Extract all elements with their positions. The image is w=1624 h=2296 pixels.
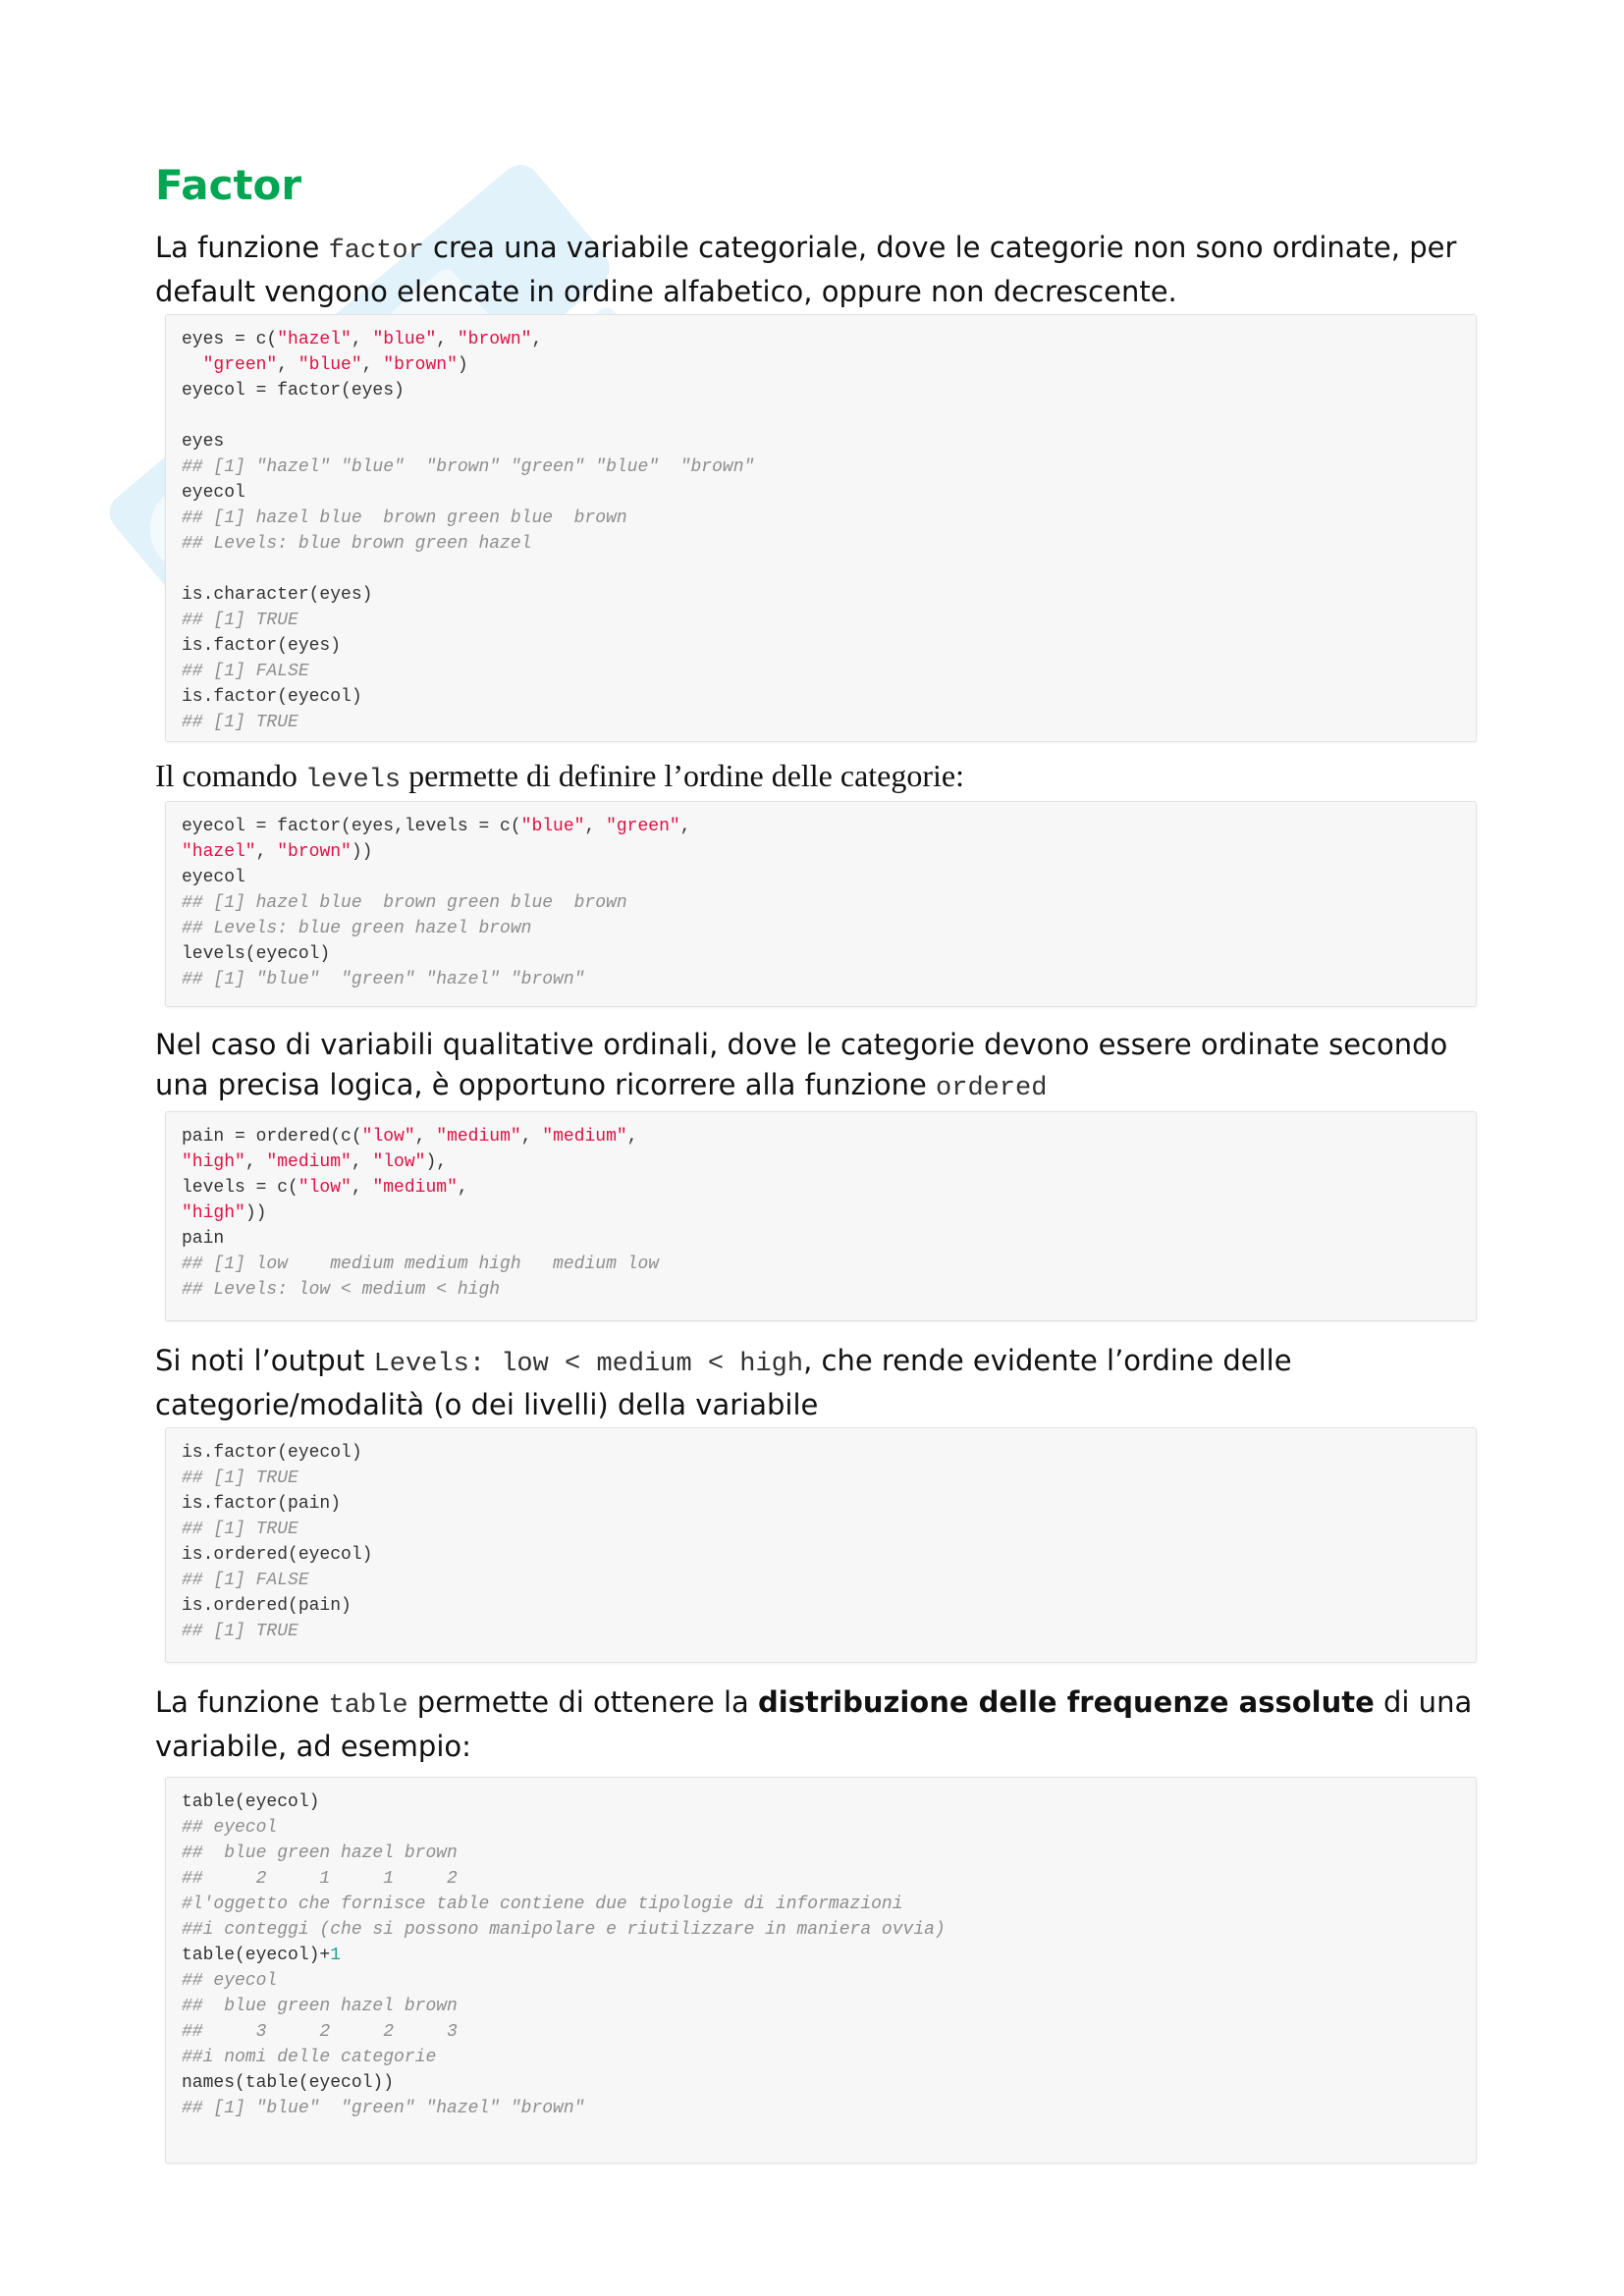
code-comment: ## [1] FALSE xyxy=(182,1571,309,1590)
code-token: eyecol xyxy=(182,483,245,503)
code-line xyxy=(182,1994,1460,2019)
code-line xyxy=(182,1175,1460,1201)
code-line xyxy=(182,1226,1460,1252)
code-token: , xyxy=(351,1178,373,1198)
code-comment: ##i conteggi (che si possono manipolare e riutilizzare in maniera ovvia) xyxy=(182,1920,946,1940)
p2-text: Il comando xyxy=(155,758,305,793)
code-string: "low" xyxy=(372,1152,426,1172)
code-token: , xyxy=(361,355,384,375)
code-token: ), xyxy=(425,1152,448,1172)
code-token: eyecol xyxy=(182,868,245,887)
code-token: table(eyecol) xyxy=(182,1792,320,1812)
code-3 xyxy=(182,1124,1460,1303)
code-line xyxy=(182,1517,1460,1542)
code-line xyxy=(182,1201,1460,1226)
code-string: "green" xyxy=(202,355,278,375)
code-line xyxy=(182,684,1460,710)
code-number: 1 xyxy=(330,1946,342,1965)
code-token: , xyxy=(351,1152,373,1172)
code-block-1 xyxy=(165,314,1477,742)
paragraph-factor xyxy=(155,228,1490,312)
code-token: is.character(eyes) xyxy=(182,585,373,605)
inline-code-ordered: ordered xyxy=(936,1074,1048,1103)
code-line xyxy=(182,1124,1460,1149)
code-line xyxy=(182,2019,1460,2045)
code-line xyxy=(182,378,1460,403)
code-comment: ## blue green hazel brown xyxy=(182,1997,458,2016)
code-line xyxy=(182,1466,1460,1491)
code-line xyxy=(182,352,1460,378)
p4-text-post: , che rende evidente l’ordine delle categorie/modalità (o dei livelli) della variabile xyxy=(155,1344,1292,1421)
code-line xyxy=(182,2045,1460,2070)
p4-text: Si noti l’output xyxy=(155,1344,374,1377)
code-comment: ## [1] TRUE xyxy=(182,1468,298,1488)
code-line xyxy=(182,1917,1460,1943)
code-line xyxy=(182,327,1460,352)
code-line xyxy=(182,1841,1460,1866)
code-token: , xyxy=(626,1127,638,1147)
p2-text-post: permette di definire l’ordine delle categorie: xyxy=(401,758,965,793)
code-5 xyxy=(182,1789,1460,2121)
code-1 xyxy=(182,327,1460,735)
code-line xyxy=(182,1619,1460,1644)
code-token: , xyxy=(679,817,691,836)
code-comment: ## [1] TRUE xyxy=(182,611,298,630)
code-line xyxy=(182,403,1460,429)
code-token: eyecol = factor(eyes) xyxy=(182,381,405,400)
code-token: )) xyxy=(244,1203,267,1223)
p5-bold: distribuzione delle frequenze assolute xyxy=(758,1685,1375,1719)
code-comment: ## [1] "hazel" "blue" "brown" "green" "blue" "brown" xyxy=(182,457,755,477)
code-comment: ## blue green hazel brown xyxy=(182,1843,458,1863)
code-comment: ## [1] hazel blue brown green blue brown xyxy=(182,508,627,528)
code-line xyxy=(182,890,1460,916)
code-comment: ## [1] TRUE xyxy=(182,1520,298,1539)
code-string: "high" xyxy=(182,1152,245,1172)
code-line xyxy=(182,429,1460,454)
code-token: is.factor(eyecol) xyxy=(182,1443,362,1463)
code-comment: ## [1] "blue" "green" "hazel" "brown" xyxy=(182,970,585,989)
code-token: names(table(eyecol)) xyxy=(182,2073,395,2093)
paragraph-levels-output xyxy=(155,1341,1490,1425)
code-token: is.factor(eyes) xyxy=(182,636,342,656)
code-token: , xyxy=(531,330,543,349)
code-token: table(eyecol)+ xyxy=(182,1946,331,1965)
code-line xyxy=(182,1943,1460,1968)
code-line xyxy=(182,1593,1460,1619)
code-line xyxy=(182,916,1460,941)
code-line xyxy=(182,1149,1460,1175)
code-comment: ##i nomi delle categorie xyxy=(182,2048,437,2067)
code-comment: ## [1] TRUE xyxy=(182,713,298,732)
code-line xyxy=(182,967,1460,992)
code-line xyxy=(182,1866,1460,1892)
p1-text-post: crea una variabile categoriale, dove le categorie non sono ordinate, per default vengono elencate in ordine alfabetico, oppure non decrescente. xyxy=(155,231,1457,308)
code-token: , xyxy=(520,1127,543,1147)
p5-text-mid: permette di ottenere la xyxy=(407,1685,758,1719)
code-line xyxy=(182,659,1460,684)
code-string: "brown" xyxy=(277,842,352,862)
code-token: is.ordered(eyecol) xyxy=(182,1545,373,1565)
code-string: "medium" xyxy=(436,1127,521,1147)
code-string: "blue" xyxy=(520,817,585,836)
code-comment: ## [1] low medium medium high medium low xyxy=(182,1255,660,1274)
code-token xyxy=(182,355,203,375)
code-comment: ## 2 1 1 2 xyxy=(182,1869,458,1889)
paragraph-levels xyxy=(155,756,1490,801)
code-line xyxy=(182,1789,1460,1815)
code-2 xyxy=(182,814,1460,992)
code-comment: ## [1] "blue" "green" "hazel" "brown" xyxy=(182,2099,585,2118)
code-string: "medium" xyxy=(542,1127,627,1147)
code-string: "medium" xyxy=(372,1178,458,1198)
code-token: ) xyxy=(457,355,468,375)
code-line xyxy=(182,1892,1460,1917)
inline-code-table: table xyxy=(328,1691,408,1721)
code-line xyxy=(182,608,1460,633)
code-comment: #l'oggetto che fornisce table contiene due tipologie di informazioni xyxy=(182,1895,903,1914)
code-comment: ## eyecol xyxy=(182,1818,278,1838)
code-line xyxy=(182,633,1460,659)
code-line xyxy=(182,557,1460,582)
code-string: "blue" xyxy=(298,355,362,375)
code-line xyxy=(182,1968,1460,1994)
code-token: pain xyxy=(182,1229,225,1249)
code-line xyxy=(182,1277,1460,1303)
code-token: , xyxy=(277,355,298,375)
p1-text: La funzione xyxy=(155,231,329,264)
code-string: "green" xyxy=(606,817,680,836)
code-token: is.ordered(pain) xyxy=(182,1596,352,1616)
code-line xyxy=(182,454,1460,480)
code-4 xyxy=(182,1440,1460,1644)
code-token: eyes = c( xyxy=(182,330,278,349)
code-token: is.factor(pain) xyxy=(182,1494,342,1514)
inline-code-levels: levels xyxy=(304,766,402,795)
code-comment: ## Levels: low < medium < high xyxy=(182,1280,501,1300)
code-line xyxy=(182,1815,1460,1841)
code-token: levels(eyecol) xyxy=(182,944,331,964)
code-token: eyes xyxy=(182,432,225,452)
code-line xyxy=(182,839,1460,865)
code-block-2 xyxy=(165,801,1477,1007)
code-block-5 xyxy=(165,1777,1477,2163)
inline-code-levels-output: Levels: low < medium < high xyxy=(373,1350,804,1379)
inline-code-factor: factor xyxy=(328,237,424,266)
code-token: pain = ordered(c( xyxy=(182,1127,362,1147)
code-token: levels = c( xyxy=(182,1178,298,1198)
code-line xyxy=(182,1491,1460,1517)
code-token: , xyxy=(244,1152,267,1172)
code-comment: ## [1] hazel blue brown green blue brown xyxy=(182,893,627,913)
code-string: "medium" xyxy=(266,1152,352,1172)
code-token: eyecol = factor(eyes,levels = c( xyxy=(182,817,521,836)
code-line xyxy=(182,506,1460,531)
code-string: "hazel" xyxy=(277,330,352,349)
code-token: , xyxy=(457,1178,468,1198)
code-string: "blue" xyxy=(372,330,437,349)
code-line xyxy=(182,1440,1460,1466)
code-string: "hazel" xyxy=(182,842,256,862)
code-token: is.factor(eyecol) xyxy=(182,687,362,707)
code-comment: ## eyecol xyxy=(182,1971,278,1991)
code-line xyxy=(182,2070,1460,2096)
code-string: "low" xyxy=(298,1178,352,1198)
code-string: "high" xyxy=(182,1203,245,1223)
code-comment: ## Levels: blue green hazel brown xyxy=(182,919,532,938)
code-line xyxy=(182,531,1460,557)
code-token: , xyxy=(255,842,278,862)
p3-text: Nel caso di variabili qualitative ordinali, dove le categorie devono essere ordinate secondo una precisa logica, è opportuno ricorrere alla funzione xyxy=(155,1028,1448,1101)
code-token: , xyxy=(584,817,607,836)
paragraph-table xyxy=(155,1682,1490,1767)
paragraph-ordered xyxy=(155,1025,1490,1109)
code-line xyxy=(182,2096,1460,2121)
code-line xyxy=(182,814,1460,839)
code-line xyxy=(182,480,1460,506)
code-line xyxy=(182,1542,1460,1568)
code-token: , xyxy=(351,330,373,349)
code-comment: ## 3 2 2 3 xyxy=(182,2022,458,2042)
code-comment: ## [1] TRUE xyxy=(182,1622,298,1641)
p5-text-post: di una variabile, ad esempio: xyxy=(155,1685,1473,1763)
code-line xyxy=(182,1568,1460,1593)
code-block-3 xyxy=(165,1111,1477,1321)
code-comment: ## [1] FALSE xyxy=(182,662,309,681)
code-line xyxy=(182,1252,1460,1277)
p5-text: La funzione xyxy=(155,1685,329,1719)
code-string: "low" xyxy=(361,1127,415,1147)
code-string: "brown" xyxy=(383,355,458,375)
code-comment: ## Levels: blue brown green hazel xyxy=(182,534,532,554)
section-heading: Factor xyxy=(155,161,302,209)
code-string: "brown" xyxy=(457,330,532,349)
code-line xyxy=(182,941,1460,967)
code-line xyxy=(182,710,1460,735)
code-token: , xyxy=(414,1127,437,1147)
code-token: )) xyxy=(351,842,373,862)
code-block-4 xyxy=(165,1427,1477,1663)
code-line xyxy=(182,582,1460,608)
code-line xyxy=(182,865,1460,890)
code-token: , xyxy=(436,330,458,349)
